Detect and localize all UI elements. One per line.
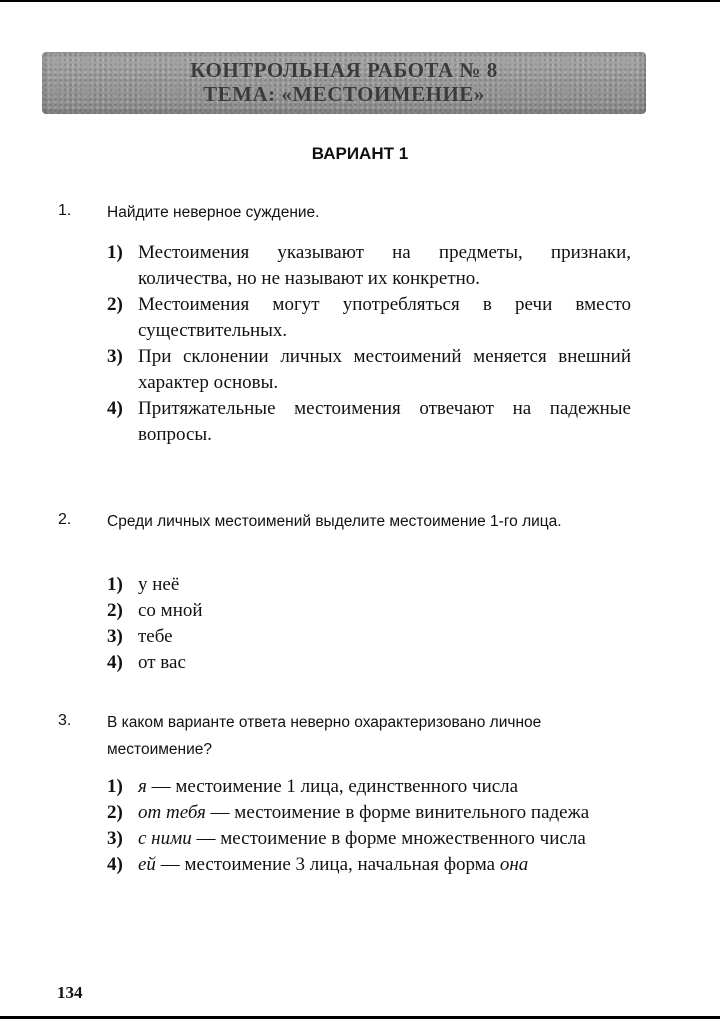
answer-option [107, 344, 631, 396]
option-description: — местоимение 1 лица, единственного числа [146, 776, 519, 797]
question-number: 3. [58, 712, 72, 729]
option-text: При склонении личных местоимений меняется внешний характер основы. [138, 346, 631, 393]
answer-option [107, 650, 631, 676]
option-number: 4) [107, 652, 123, 673]
variant-heading: ВАРИАНТ 1 [311, 144, 409, 163]
option-text: у неё [138, 574, 180, 595]
question-number: 1. [58, 202, 72, 219]
answer-option [107, 624, 631, 650]
answer-option [107, 292, 631, 344]
banner-title: КОНТРОЛЬНАЯ РАБОТА № 8 [190, 58, 498, 82]
option-text: со мной [138, 600, 203, 621]
banner-topic: ТЕМА: «МЕСТОИМЕНИЕ» [203, 82, 485, 106]
pronoun-example: от тебя [138, 802, 206, 823]
question-text: Среди личных местоимений выделите местоимение 1-го лица. [107, 513, 562, 530]
pronoun-initial-form: она [499, 854, 529, 875]
option-text: Притяжательные местоимения отвечают на падежные вопросы. [138, 398, 631, 445]
answer-option [107, 240, 631, 292]
option-text [138, 800, 631, 826]
question-text: Найдите неверное суждение. [107, 204, 320, 221]
pronoun-example: ей [138, 854, 156, 875]
bottom-rule [0, 1016, 720, 1019]
option-number: 1) [107, 242, 123, 263]
option-text: Местоимения могут употребляться в речи вместо существительных. [138, 294, 631, 341]
pronoun-example: я [138, 776, 147, 797]
answer-option [107, 774, 631, 800]
option-number: 4) [107, 398, 123, 419]
option-number: 3) [107, 828, 123, 849]
option-text: Местоимения указывают на предметы, признаки, количества, но не называют их конкретно. [138, 242, 631, 289]
option-number: 1) [107, 776, 123, 797]
answer-option [107, 826, 631, 852]
option-text: от вас [138, 652, 186, 673]
answer-option [107, 396, 631, 448]
option-number: 2) [107, 294, 123, 315]
option-number: 4) [107, 854, 123, 875]
answer-options [107, 240, 631, 448]
answer-option [107, 800, 631, 826]
answer-option [107, 852, 631, 878]
top-rule [0, 0, 720, 2]
option-text [138, 774, 631, 800]
answer-option [107, 598, 631, 624]
answer-options [107, 774, 631, 878]
option-number: 1) [107, 574, 123, 595]
option-text: тебе [138, 626, 173, 647]
option-number: 2) [107, 802, 123, 823]
option-description: — местоимение в форме винительного падежа [205, 802, 590, 823]
question-number: 2. [58, 511, 72, 528]
question-text: В каком варианте ответа неверно охарактеризовано личное местоимение? [107, 714, 542, 758]
option-number: 2) [107, 600, 123, 621]
option-text [138, 826, 631, 852]
option-number: 3) [107, 346, 123, 367]
option-number: 3) [107, 626, 123, 647]
option-description: — местоимение 3 лица, начальная форма [155, 854, 500, 875]
option-description: — местоимение в форме множественного числа [191, 828, 586, 849]
answer-options [107, 572, 631, 676]
page-number: 134 [57, 983, 83, 1002]
pronoun-example: с ними [138, 828, 192, 849]
option-text [138, 852, 631, 878]
title-banner [42, 52, 646, 114]
answer-option [107, 572, 631, 598]
